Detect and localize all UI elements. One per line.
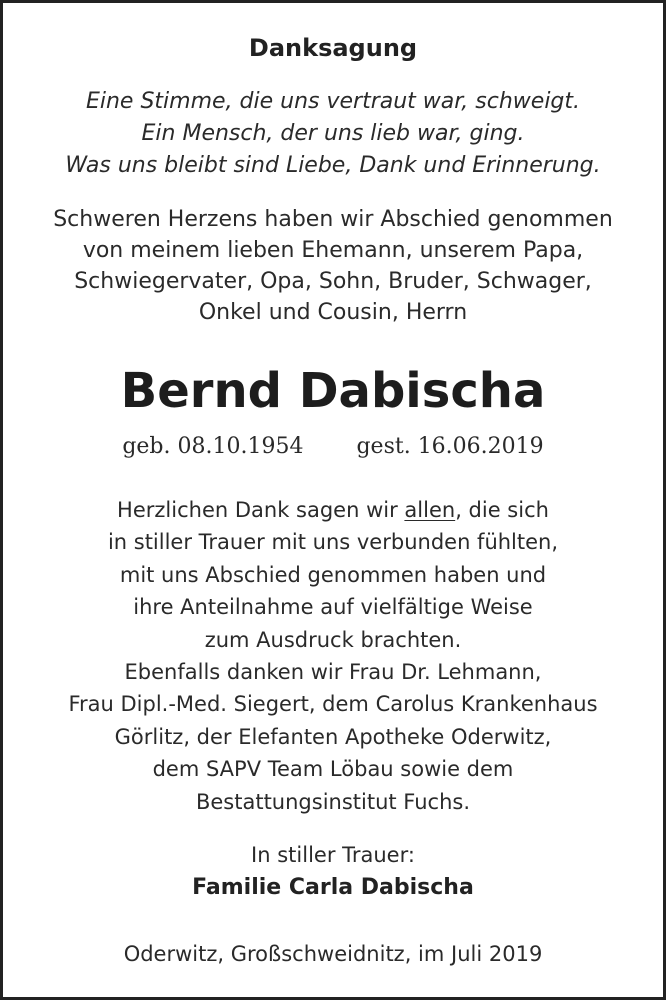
poem-line: Ein Mensch, der uns lieb war, ging. xyxy=(141,121,525,146)
place-and-date: Oderwitz, Großschweidnitz, im Juli 2019 xyxy=(123,942,543,966)
thanks-line: in stiller Trauer mit uns verbunden fühlten, xyxy=(107,530,559,555)
poem-line: Was uns bleibt sind Liebe, Dank und Erinnerung. xyxy=(65,153,601,178)
deceased-name: Bernd Dabischa xyxy=(120,363,546,419)
thanks-line: Frau Dipl.-Med. Siegert, dem Carolus Krankenhaus xyxy=(68,692,598,717)
death-date: gest. 16.06.2019 xyxy=(356,434,544,459)
thanks-line: dem SAPV Team Löbau sowie dem xyxy=(152,757,514,782)
thanks-line: mit uns Abschied genommen haben und xyxy=(119,562,547,587)
thanks-line: zum Ausdruck brachten. xyxy=(204,627,462,652)
family-name: Familie Carla Dabischa xyxy=(192,875,474,900)
thanks-line: Bestattungsinstitut Fuchs. xyxy=(195,789,471,814)
thanks-line xyxy=(3,494,663,526)
thanks-line-start: Herzlichen Dank sagen wir xyxy=(117,498,405,522)
birth-date: geb. 08.10.1954 xyxy=(122,434,304,459)
intro-line: Schwiegervater, Opa, Sohn, Bruder, Schwager, xyxy=(74,269,592,294)
thanks-paragraph xyxy=(3,494,663,818)
mourning-label: In stiller Trauer: xyxy=(251,843,415,867)
notice-title: Danksagung xyxy=(248,34,418,62)
intro-paragraph xyxy=(3,204,663,328)
poem-line: Eine Stimme, die uns vertraut war, schweigt. xyxy=(85,89,581,114)
life-dates xyxy=(3,430,663,464)
intro-line: von meinem lieben Ehemann, unserem Papa, xyxy=(82,238,584,263)
poem-block xyxy=(3,86,663,182)
underlined-word: allen xyxy=(404,498,456,522)
intro-line: Schweren Herzens haben wir Abschied genommen xyxy=(53,207,613,232)
thanks-line-end: , die sich xyxy=(455,498,549,522)
intro-line: Onkel und Cousin, Herrn xyxy=(198,300,468,325)
thanks-line: ihre Anteilnahme auf vielfältige Weise xyxy=(133,595,533,620)
thanks-line: Görlitz, der Elefanten Apotheke Oderwitz, xyxy=(114,724,552,749)
thanks-line: Ebenfalls danken wir Frau Dr. Lehmann, xyxy=(124,660,542,685)
